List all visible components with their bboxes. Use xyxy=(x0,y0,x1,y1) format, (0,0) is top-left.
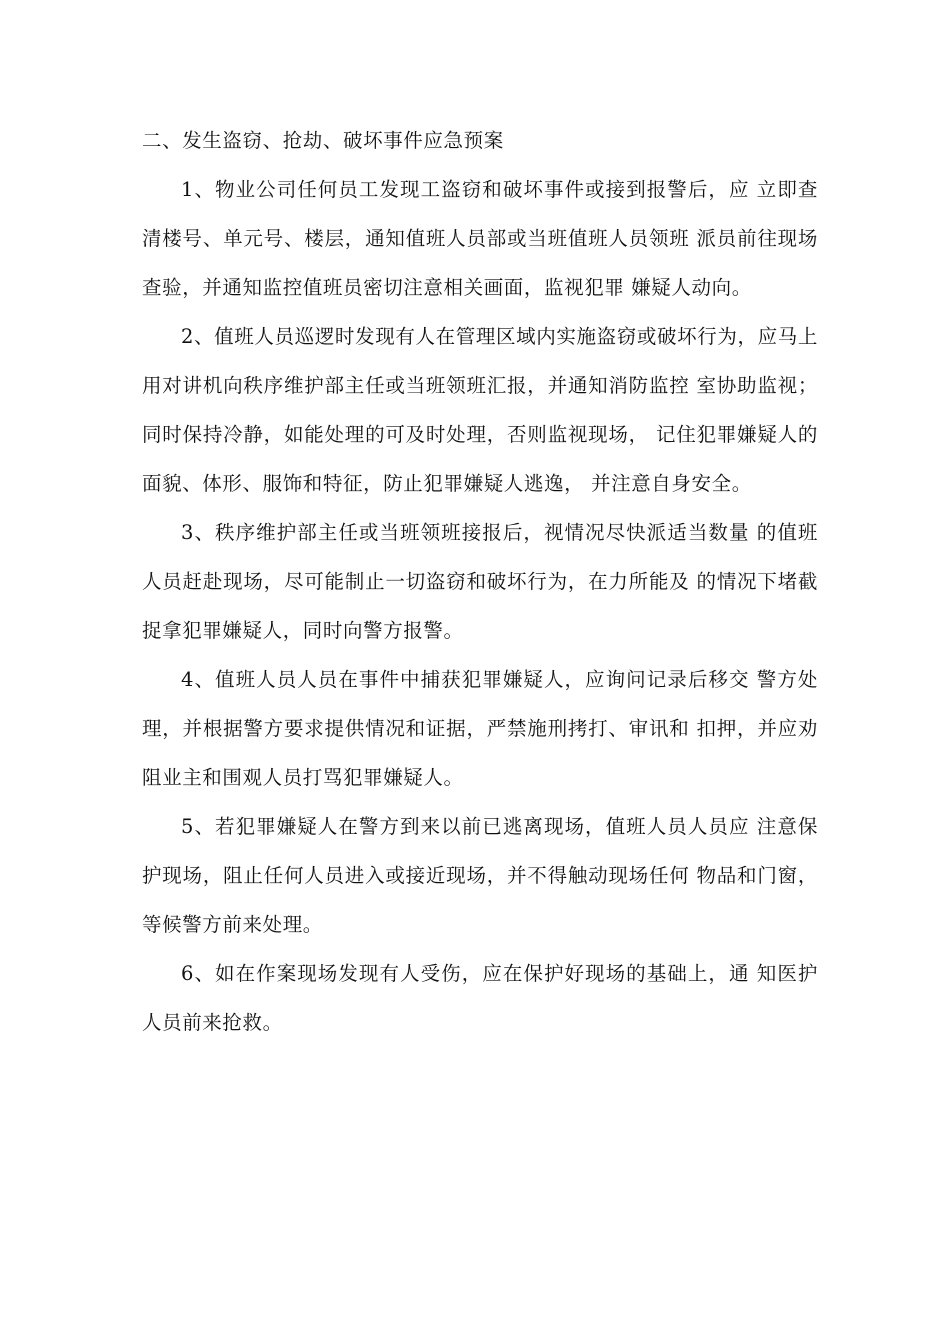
document-body xyxy=(142,116,818,1047)
paragraph-3: 3、秩序维护部主任或当班领班接报后，视情况尽快派适当数量 的值班人员赶赴现场，尽可能制止一切盗窃和破坏行为，在力所能及 的情况下堵截捉拿犯罪嫌疑人，同时向警方报警。 xyxy=(142,521,818,642)
paragraph-6: 6、如在作案现场发现有人受伤，应在保护好现场的基础上，通 知医护人员前来抢救。 xyxy=(142,962,818,1034)
paragraph-4: 4、值班人员人员在事件中捕获犯罪嫌疑人，应询问记录后移交 警方处理，并根据警方要求提供情况和证据，严禁施刑拷打、审讯和 扣押，并应劝阻业主和围观人员打骂犯罪嫌疑人。 xyxy=(142,668,818,789)
section-heading: 二、发生盗窃、抢劫、破坏事件应急预案 xyxy=(142,129,504,152)
paragraph-1: 1、物业公司任何员工发现工盗窃和破坏事件或接到报警后，应 立即查清楼号、单元号、楼层，通知值班人员部或当班值班人员领班 派员前往现场查验，并通知监控值班员密切注意相关画面，监视犯罪 嫌疑人动向。 xyxy=(142,178,818,299)
paragraph-2: 2、值班人员巡逻时发现有人在管理区域内实施盗窃或破坏行为，应马上用对讲机向秩序维护部主任或当班领班汇报，并通知消防监控 室协助监视；同时保持冷静，如能处理的可及时处理，否则监视现场， 记住犯罪嫌疑人的面貌、体形、服饰和特征，防止犯罪嫌疑人逃逸， 并注意自身安全。 xyxy=(142,325,818,495)
paragraph-5: 5、若犯罪嫌疑人在警方到来以前已逃离现场，值班人员人员应 注意保护现场，阻止任何人员进入或接近现场，并不得触动现场任何 物品和门窗，等候警方前来处理。 xyxy=(142,815,818,936)
